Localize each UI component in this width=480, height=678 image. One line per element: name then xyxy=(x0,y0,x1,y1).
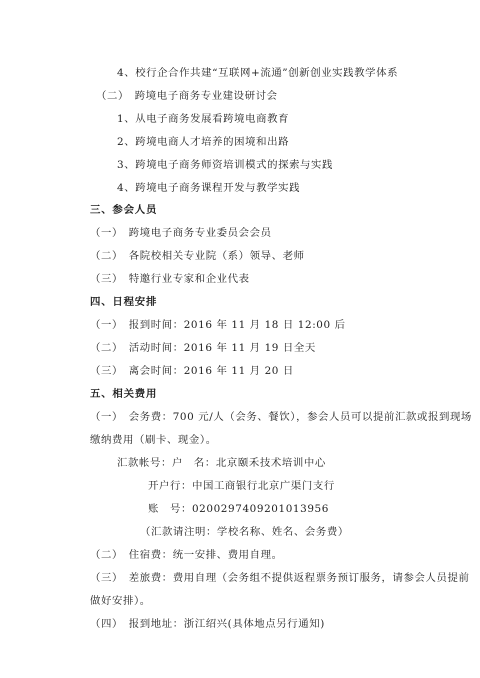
attendee-item: （三） 特邀行业专家和企业代表 xyxy=(90,273,250,285)
agenda-item-4-top: 4、校行企合作共建“互联网+流通”创新创业实践教学体系 xyxy=(117,67,399,79)
section-heading-schedule: 四、日程安排 xyxy=(90,296,158,308)
schedule-item: （三） 离会时间：2016 年 11 月 20 日 xyxy=(90,365,294,377)
agenda-sub-item: 1、从电子商务发展看跨境电商教育 xyxy=(117,113,290,125)
lodging-fee: （二） 住宿费：统一安排、费用自理。 xyxy=(90,549,283,561)
schedule-item: （二） 活动时间：2016 年 11 月 19 日全天 xyxy=(90,342,316,354)
subsection-heading-2: （二） 跨境电子商务专业建设研讨会 xyxy=(96,90,278,102)
travel-fee: （三） 差旅费：费用自理（会务组不提供返程票务预订服务，请参会人员提前 xyxy=(90,572,470,584)
fee-text-continued: 缴纳费用（刷卡、现金）。 xyxy=(90,434,217,446)
agenda-sub-item: 2、跨境电商人才培养的困境和出路 xyxy=(117,136,290,148)
schedule-item: （一） 报到时间：2016 年 11 月 18 日 12:00 后 xyxy=(90,319,346,331)
attendee-item: （一） 跨境电子商务专业委员会会员 xyxy=(90,227,272,239)
section-heading-fees: 五、相关费用 xyxy=(90,388,158,400)
travel-fee-continued: 做好安排）。 xyxy=(90,595,151,607)
checkin-address: （四） 报到地址：浙江绍兴(具体地点另行通知) xyxy=(90,618,325,630)
remittance-note: （汇款请注明：学校名称、姓名、会务费） xyxy=(140,526,349,538)
bank-line: 开户行：中国工商银行北京广渠门支行 xyxy=(148,480,335,492)
fee-text: （一） 会务费：700 元/人（会务、餐饮），参会人员可以提前汇款或报到现场 xyxy=(90,411,472,423)
account-number-line: 账 号：0200297409201013956 xyxy=(148,503,329,515)
account-name-line: 汇款帐号：户 名：北京颐禾技术培训中心 xyxy=(117,457,326,469)
agenda-sub-item: 3、跨境电子商务师资培训模式的探索与实践 xyxy=(117,159,334,171)
section-heading-attendees: 三、参会人员 xyxy=(90,204,158,216)
agenda-sub-item: 4、跨境电子商务课程开发与教学实践 xyxy=(117,182,301,194)
attendee-item: （二） 各院校相关专业院（系）领导、老师 xyxy=(90,250,305,262)
